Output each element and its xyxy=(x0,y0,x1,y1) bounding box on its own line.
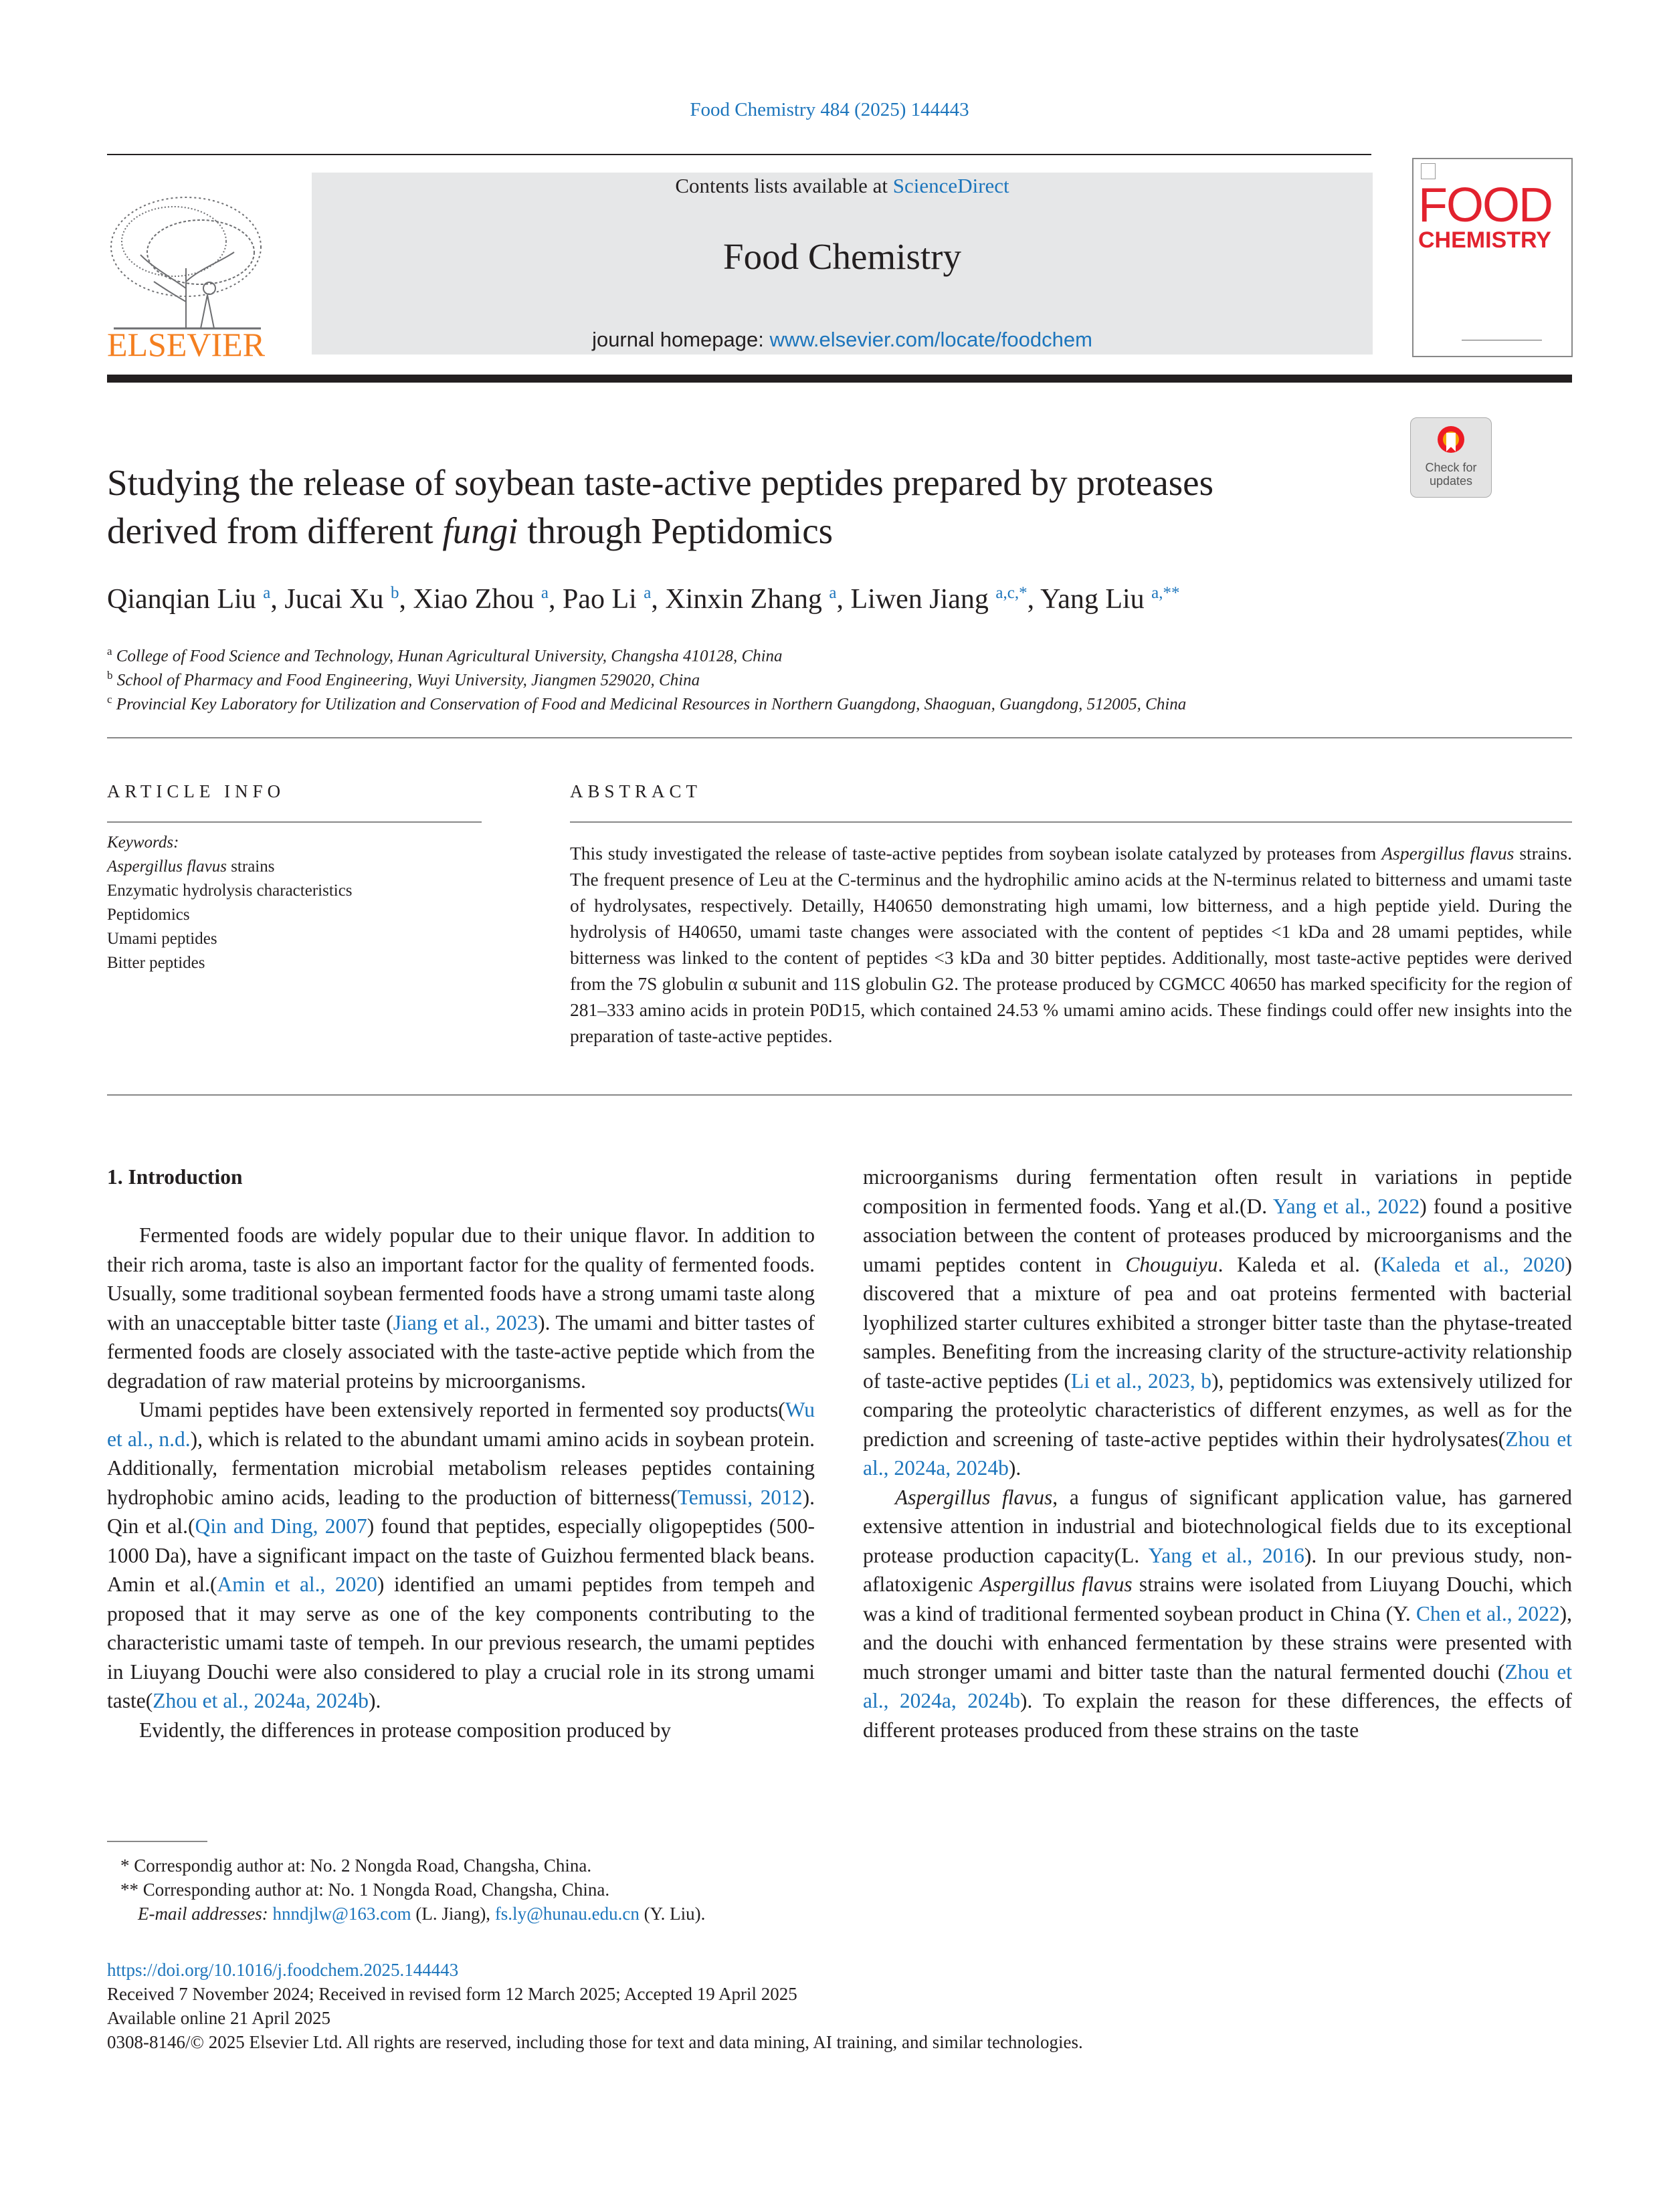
contents-line xyxy=(312,174,1373,198)
author-name[interactable]: Liwen Jiang xyxy=(850,584,989,615)
copyright-line: 0308-8146/© 2025 Elsevier Ltd. All rights are reserved, including those for text and data mining, AI training, and similar technologies. xyxy=(107,2032,1083,2052)
text-seg: ). xyxy=(369,1689,381,1712)
citation-link[interactable]: Amin et al., 2020 xyxy=(217,1573,377,1596)
keyword-rest: strains xyxy=(226,858,275,876)
keyword-item: Bitter peptides xyxy=(107,954,205,972)
sciencedirect-link[interactable]: ScienceDirect xyxy=(892,174,1009,197)
cover-title-food: FOOD xyxy=(1418,179,1552,232)
title-part-2: derived from different xyxy=(107,510,443,551)
affil-sup: a xyxy=(107,645,112,658)
citation-link[interactable]: Kaleda et al., 2020 xyxy=(1381,1252,1565,1276)
intro-paragraph-1 xyxy=(107,1221,815,1395)
affil-sup: b xyxy=(107,669,113,682)
text-seg: microorganisms during fermentation often result in variations in peptide composition in fermented foods. Yang et al.(D. xyxy=(863,1165,1572,1218)
citation-link[interactable]: Yang et al., 2016 xyxy=(1148,1543,1304,1567)
intro-paragraph-4 xyxy=(863,1483,1572,1745)
text-seg: ). Qin et al.( xyxy=(107,1485,815,1538)
keyword-item: Peptidomics xyxy=(107,906,190,924)
contents-prefix: Contents lists available at xyxy=(675,174,893,197)
abstract-seg: This study investigated the release of taste-active peptides from soybean isolate catalyzed by proteases from xyxy=(570,843,1382,864)
author-affil-sup[interactable]: b xyxy=(391,584,399,602)
homepage-prefix: journal homepage: xyxy=(592,328,770,351)
bookmark-icon xyxy=(1436,425,1466,458)
text-seg: Umami peptides have been extensively reported in fermented soy products( xyxy=(139,1398,785,1421)
affil-sup: c xyxy=(107,693,112,706)
section-heading-introduction: 1. Introduction xyxy=(107,1165,243,1189)
affiliation-b xyxy=(107,669,1579,690)
homepage-line xyxy=(312,328,1373,352)
journal-name: Food Chemistry xyxy=(723,236,961,277)
title-part-1: Studying the release of soybean taste-active peptides prepared by proteases xyxy=(107,462,1213,503)
footnote-corresponding-2: ** Corresponding author at: No. 1 Nongda Road, Changsha, China. xyxy=(120,1880,610,1900)
author-name[interactable]: Yang Liu xyxy=(1040,584,1145,615)
check-for-updates-button[interactable] xyxy=(1410,417,1492,498)
homepage-link[interactable]: www.elsevier.com/locate/foodchem xyxy=(769,328,1092,351)
citation-link[interactable]: Zhou et al., 2024a, 2024b xyxy=(153,1689,369,1712)
received-dates: Received 7 November 2024; Received in revised form 12 March 2025; Accepted 19 April 2025 xyxy=(107,1984,797,2004)
text-seg: ) found a positive association between the content of proteases produced by microorganisms and the umami peptides content in xyxy=(863,1194,1572,1276)
citation-link[interactable]: Yang et al., 2022 xyxy=(1272,1194,1420,1218)
abstract-heading: ABSTRACT xyxy=(570,781,702,801)
text-seg: strains were isolated from Liuyang Douchi, which was a kind of traditional fermented soybean product in China (Y. xyxy=(863,1573,1572,1625)
cover-title-chemistry: CHEMISTRY xyxy=(1418,227,1551,253)
abstract-rule xyxy=(570,821,1572,823)
keyword-item: Enzymatic hydrolysis characteristics xyxy=(107,882,353,900)
author-affil-sup[interactable]: a,** xyxy=(1151,584,1180,602)
author-name[interactable]: Xinxin Zhang xyxy=(665,584,822,615)
affiliation-c xyxy=(107,693,1579,714)
available-online: Available online 21 April 2025 xyxy=(107,2008,330,2028)
author-name[interactable]: Jucai Xu xyxy=(284,584,384,615)
article-title xyxy=(107,459,1391,555)
article-info-rule xyxy=(107,821,482,823)
footnote-corresponding-1: * Correspondig author at: No. 2 Nongda Road, Changsha, China. xyxy=(120,1855,592,1876)
author-name[interactable]: Qianqian Liu xyxy=(107,584,256,615)
text-seg: , a fungus of significant application value, has garnered extensive attention in industrial and biotechnological fields due to its exceptional protease production capacity(L. xyxy=(863,1485,1573,1567)
footnote-rule xyxy=(107,1841,207,1842)
affil-text: Provincial Key Laboratory for Utilization and Conservation of Food and Medicinal Resources in Northern Guangdong, Shaoguan, Guangdong, 512005, China xyxy=(116,695,1187,714)
affiliations-rule xyxy=(107,737,1572,738)
cover-emblem xyxy=(1421,163,1436,179)
text-seg: ). To explain the reason for these differences, the effects of different proteases produced from these strains on the taste xyxy=(863,1689,1572,1742)
right-column xyxy=(863,1163,1572,1744)
affil-text: School of Pharmacy and Food Engineering, Wuyi University, Jiangmen 529020, China xyxy=(116,671,700,690)
keywords-label: Keywords: xyxy=(107,833,179,851)
journal-reference[interactable]: Food Chemistry 484 (2025) 144443 xyxy=(690,99,969,120)
email-owner: (L. Jiang), xyxy=(411,1904,495,1924)
abstract-italic: Aspergillus flavus xyxy=(1381,843,1515,864)
italic-seg: Aspergillus flavus xyxy=(979,1573,1133,1596)
text-seg: Evidently, the differences in protease composition produced by xyxy=(139,1718,672,1742)
check-updates-label-1: Check for xyxy=(1425,461,1477,474)
doi-link[interactable]: https://doi.org/10.1016/j.foodchem.2025.144443 xyxy=(107,1960,459,1980)
left-column xyxy=(107,1221,815,1744)
citation-link[interactable]: Zhou et al., 2024a, 2024b xyxy=(863,1427,1572,1480)
email-label: E-mail addresses: xyxy=(138,1904,273,1924)
citation-link[interactable]: Li et al., 2023, b xyxy=(1070,1369,1212,1393)
text-seg: ). In our previous study, non-aflatoxigenic xyxy=(863,1543,1572,1596)
article-info-heading: ARTICLE INFO xyxy=(107,781,286,801)
italic-seg: Aspergillus flavus xyxy=(895,1485,1053,1509)
intro-paragraph-3-cont xyxy=(863,1163,1572,1483)
email-owner: (Y. Liu). xyxy=(639,1904,706,1924)
abstract-text xyxy=(570,840,1572,1049)
text-seg: ) identified an umami peptides from tempeh and proposed that it may serve as one of the key components contributing to the characteristic umami taste of tempeh. In our previous research, the umami peptides in Liuyang Douchi were also considered to play a crucial role in its strong umami taste( xyxy=(107,1573,815,1712)
author-name[interactable]: Pao Li xyxy=(562,584,637,615)
citation-link[interactable]: Zhou et al., 2024a, 2024b xyxy=(863,1660,1572,1712)
text-seg: ), peptidomics was extensively utilized for comparing the proteolytic characteristics of different enzymes, as well as for the prediction and screening of taste-active peptides within their hydrolysates( xyxy=(863,1369,1572,1451)
text-seg: ). xyxy=(1008,1456,1021,1480)
text-seg: ), which is related to the abundant umami amino acids in soybean protein. Additionally, fermentation microbial metabolism releases peptides containing hydrophobic amino acids, leading to the production of bitterness( xyxy=(107,1427,815,1509)
abstract-bottom-rule xyxy=(107,1094,1572,1096)
citation-link[interactable]: Temussi, 2012 xyxy=(677,1485,803,1509)
text-seg: ), and the douchi with enhanced fermentation by these strains were presented with much stronger umami and bitter taste than the natural fermented douchi ( xyxy=(863,1601,1572,1684)
author-list: Qianqian Liu $^a$, Jucai Xu $^b$, Xiao Zhou $^a$, Pao Li $^a$, Xinxin Zhang $^a$, Liwen Jiang $^{a,c,*}$, Yang Liu $^{a,**}$ xyxy=(107,584,1180,615)
author-affil-sup[interactable]: a xyxy=(644,584,652,602)
email-link[interactable]: hnndjlw@163.com xyxy=(272,1904,411,1924)
header-bottom-rule xyxy=(107,375,1572,383)
author-affil-sup[interactable]: a xyxy=(263,584,271,602)
affiliation-a xyxy=(107,645,1579,666)
footnote-emails xyxy=(138,1904,705,1924)
keyword-item: Umami peptides xyxy=(107,930,217,948)
header-top-rule xyxy=(107,154,1371,155)
text-seg: ) found that peptides, especially oligopeptides (500-1000 Da), have a significant impact on the taste of Guizhou fermented black beans. Amin et al.( xyxy=(107,1514,815,1596)
italic-seg: Chouguiyu xyxy=(1125,1252,1218,1276)
affil-text: College of Food Science and Technology, Hunan Agricultural University, Changsha 410128, China xyxy=(116,647,783,666)
title-part-3: through Peptidomics xyxy=(518,510,834,551)
email-link[interactable]: fs.ly@hunau.edu.cn xyxy=(494,1904,640,1924)
title-italic: fungi xyxy=(442,510,518,551)
citation-link[interactable]: Jiang et al., 2023 xyxy=(393,1310,539,1334)
citation-link[interactable]: Qin and Ding, 2007 xyxy=(195,1514,367,1538)
text-seg: ). The umami and bitter tastes of fermented foods are closely associated with the taste-active peptide which from the degradation of raw material proteins by microorganisms. xyxy=(107,1310,815,1393)
elsevier-wordmark: ELSEVIER xyxy=(106,326,266,363)
intro-paragraph-2 xyxy=(107,1395,815,1716)
intro-paragraph-3 xyxy=(107,1716,815,1745)
author-affil-sup[interactable]: a,c,* xyxy=(995,584,1028,602)
citation-link[interactable]: Chen et al., 2022 xyxy=(1416,1601,1560,1625)
author-name[interactable]: Xiao Zhou xyxy=(413,584,534,615)
author-affil-sup[interactable]: a xyxy=(829,584,837,602)
author-affil-sup[interactable]: a xyxy=(541,584,549,602)
keyword-item xyxy=(107,858,274,876)
check-updates-label-2: updates xyxy=(1429,474,1473,488)
text-seg: ) discovered that a mixture of pea and oat proteins fermented with bacterial lyophilized starter cultures exhibited a stronger bitter taste than the phytase-treated samples. Benefiting from the increasing clarity of the structure-activity relationship of taste-active peptides ( xyxy=(863,1252,1572,1393)
text-seg: Fermented foods are widely popular due to their unique flavor. In addition to their rich aroma, taste is also an important factor for the quality of fermented foods. Usually, some traditional soybean fermented foods have a strong umami taste along with an unacceptable bitter taste ( xyxy=(107,1223,815,1334)
citation-link[interactable]: Wu et al., n.d. xyxy=(107,1398,815,1451)
text-seg: . Kaleda et al. ( xyxy=(1217,1252,1381,1276)
abstract-seg: strains. The frequent presence of Leu at the C-terminus and the hydrophilic amino acids at the N-terminus related to bitterness and umami taste of hydrolysates, respectively. Detailly, H40650 demonstrating high umami, low bitterness, and a high peptide yield. During the hydrolysis of H40650, umami taste changes were associated with the content of peptides <1 kDa and 28 umami peptides, while bitterness was linked to the content of peptides <3 kDa and 30 bitter peptides. Additionally, most taste-active peptides were derived from the 7S globulin α subunit and 11S globulin G2. The protease produced by CGMCC 40650 has marked specificity for the region of 281–333 amino acids in protein P0D15, which contained 24.53 % umami amino acids. These findings could offer new insights into the preparation of taste-active peptides. xyxy=(570,843,1572,1046)
keyword-italic: Aspergillus flavus xyxy=(107,858,227,876)
